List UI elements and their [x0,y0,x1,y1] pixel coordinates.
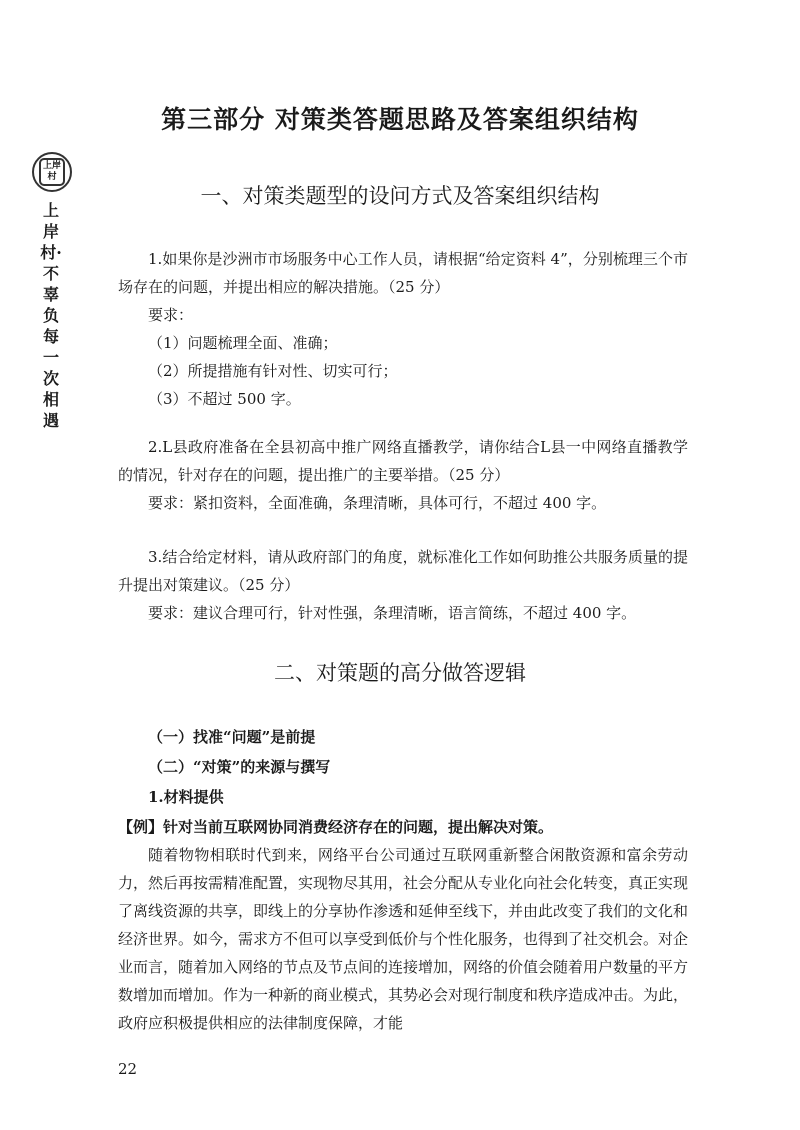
body-paragraph: 随着物物相联时代到来，网络平台公司通过互联网重新整合闲散资源和富余劳动力，然后再按需精准配置，实现物尽其用，社会分配从专业化向社会化转变，真正实现了离线资源的共享，即线上的分享协作渗透和延伸至线下，并由此改变了我们的文化和经济世界。如今，需求方不但可以享受到低价与个性化服务，也得到了社交机会。对企业而言，随着加入网络的节点及节点间的连接增加，网络的价值会随着用户数量的平方数增加而增加。作为一种新的商业模式，其势必会对现行制度和秩序造成冲击。为此，政府应积极提供相应的法律制度保障，才能 [118,846,689,1032]
q1-req-label: 要求： [148,306,194,324]
q2-requirement: 要求：紧扣资料，全面准确，条理清晰，具体可行，不超过 400 字。 [148,494,607,512]
q3-requirement: 要求：建议合理可行，针对性强，条理清晰，语言简练，不超过 400 字。 [148,604,637,622]
subheading-1: （一）找准“问题”是前提 [148,728,316,746]
seal-text: 上岸村 [39,158,65,186]
q1-req-item-1: （1）问题梳理全面、准确； [148,334,338,352]
question-3: 3.结合给定材料，请从政府部门的角度，就标准化工作如何助推公共服务质量的提升提出对策建议。（25 分） [118,548,688,594]
question-1: 1.如果你是沙洲市市场服务中心工作人员，请根据“给定资料 4”，分别梳理三个市场存在的问题，并提出相应的解决措施。（25 分） [118,250,688,296]
page-title: 第三部分 对策类答题思路及答案组织结构 [161,105,639,134]
sidebar-slogan: 上岸村·不辜负每一次相遇 [40,201,62,430]
section1-heading: 一、对策类题型的设问方式及答案组织结构 [200,184,600,208]
example-prompt: 【例】针对当前互联网协同消费经济存在的问题，提出解决对策。 [118,818,554,836]
section2-heading: 二、对策题的高分做答逻辑 [274,661,526,685]
page-number: 22 [118,1060,138,1078]
subheading-2: （二）“对策”的来源与撰写 [148,758,331,776]
subheading-3: 1.材料提供 [148,788,224,806]
q1-req-item-3: （3）不超过 500 字。 [148,390,301,408]
q1-req-item-2: （2）所提措施有针对性、切实可行； [148,362,398,380]
question-2: 2.L县政府准备在全县初高中推广网络直播教学，请你结合L县一中网络直播教学的情况，针对存在的问题，提出推广的主要举措。（25 分） [118,438,688,484]
